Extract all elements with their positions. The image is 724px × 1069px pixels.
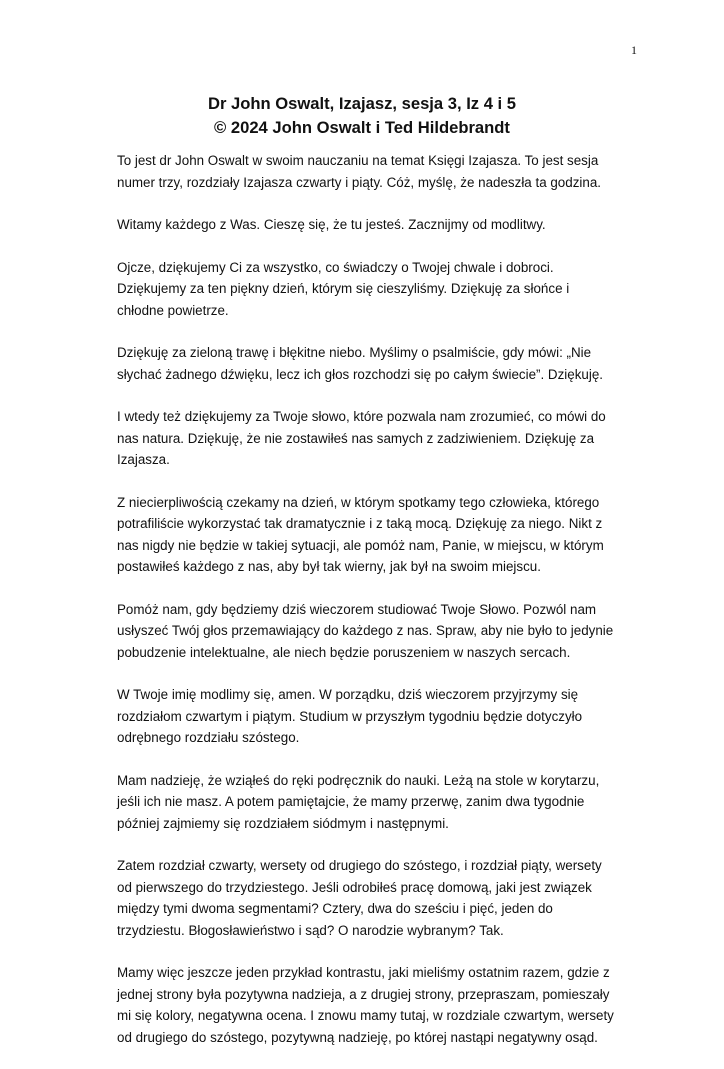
paragraph: Witamy każdego z Was. Cieszę się, że tu jesteś. Zacznijmy od modlitwy. — [117, 217, 546, 232]
paragraph: Dziękuję za zieloną trawę i błękitne niebo. Myślimy o psalmiście, gdy mówi: „Nie słychać żadnego dźwięku, lecz ich głos rozchodzi się po całym świecie”. Dziękuję. — [117, 345, 603, 382]
paragraph: Mam nadzieję, że wziąłeś do ręki podręcznik do nauki. Leżą na stole w korytarzu, jeśli ich nie masz. A potem pamiętajcie, że mamy przerwę, zanim dwa tygodnie później zajmiemy się rozdziałem siódmym i następnymi. — [117, 772, 600, 831]
paragraph: Mamy więc jeszcze jeden przykład kontrastu, jaki mieliśmy ostatnim razem, gdzie z jednej strony była pozytywna nadzieja, a z drugiej strony, przepraszam, pomieszały mi się kolory, negatywna ocena. I znowu mamy tutaj, w rozdziale czwartym, wersety od drugiego do szóstego, pozytywną nadzieję, po której nastąpi negatywny osąd. — [117, 965, 614, 1045]
paragraph: W Twoje imię modlimy się, amen. W porządku, dziś wieczorem przyjrzymy się rozdziałom czwartym i piątym. Studium w przyszłym tygodniu będzie dotyczyło odrębnego rozdziału szóstego. — [117, 687, 583, 745]
document-title — [0, 92, 724, 140]
paragraph: Z niecierpliwością czekamy na dzień, w którym spotkamy tego człowieka, którego potrafiliście wykorzystać tak dramatycznie i z taką mocą. Dziękuję za niego. Nikt z nas nigdy nie będzie w takiej sytuacji, ale pomóż nam, Panie, w miejscu, w którym postawiłeś każdego z nas, aby był tak wierny, jak był na swoim miejscu. — [117, 494, 604, 574]
paragraph: To jest dr John Oswalt w swoim nauczaniu na temat Księgi Izajasza. To jest sesja numer trzy, rozdziały Izajasza czwarty i piąty. Cóż, myślę, że nadeszła ta godzina. — [117, 153, 601, 190]
title-line-1: Dr John Oswalt, Izajasz, sesja 3, Iz 4 i 5 — [207, 94, 517, 113]
paragraph: Pomóż nam, gdy będziemy dziś wieczorem studiować Twoje Słowo. Pozwól nam usłyszeć Twój głos przemawiający do każdego z nas. Spraw, aby nie było to jedynie pobudzenie intelektualne, ale niech będzie poruszeniem w naszych sercach. — [117, 601, 614, 660]
paragraph: I wtedy też dziękujemy za Twoje słowo, które pozwala nam zrozumieć, co mówi do nas natura. Dziękuję, że nie zostawiłeś nas samych z zadziwieniem. Dziękuję za Izajasza. — [117, 409, 606, 467]
page-number: 1 — [631, 43, 637, 57]
paragraph: Ojcze, dziękujemy Ci za wszystko, co świadczy o Twojej chwale i dobroci. Dziękujemy za ten piękny dzień, którym się cieszyliśmy. Dziękuję za słońce i chłodne powietrze. — [117, 259, 570, 318]
title-line-2: © 2024 John Oswalt i Ted Hildebrandt — [214, 118, 510, 137]
paragraph: Zatem rozdział czwarty, wersety od drugiego do szóstego, i rozdział piąty, wersety od pierwszego do trzydziestego. Jeśli odrobiłeś pracę domową, jaki jest związek między tymi dwoma segmentami? Cztery, dwa do sześciu i pięć, jeden do trzydziestu. Błogosławieństwo i sąd? O narodzie wybranym? Tak. — [117, 858, 602, 938]
document-body — [117, 150, 617, 1069]
